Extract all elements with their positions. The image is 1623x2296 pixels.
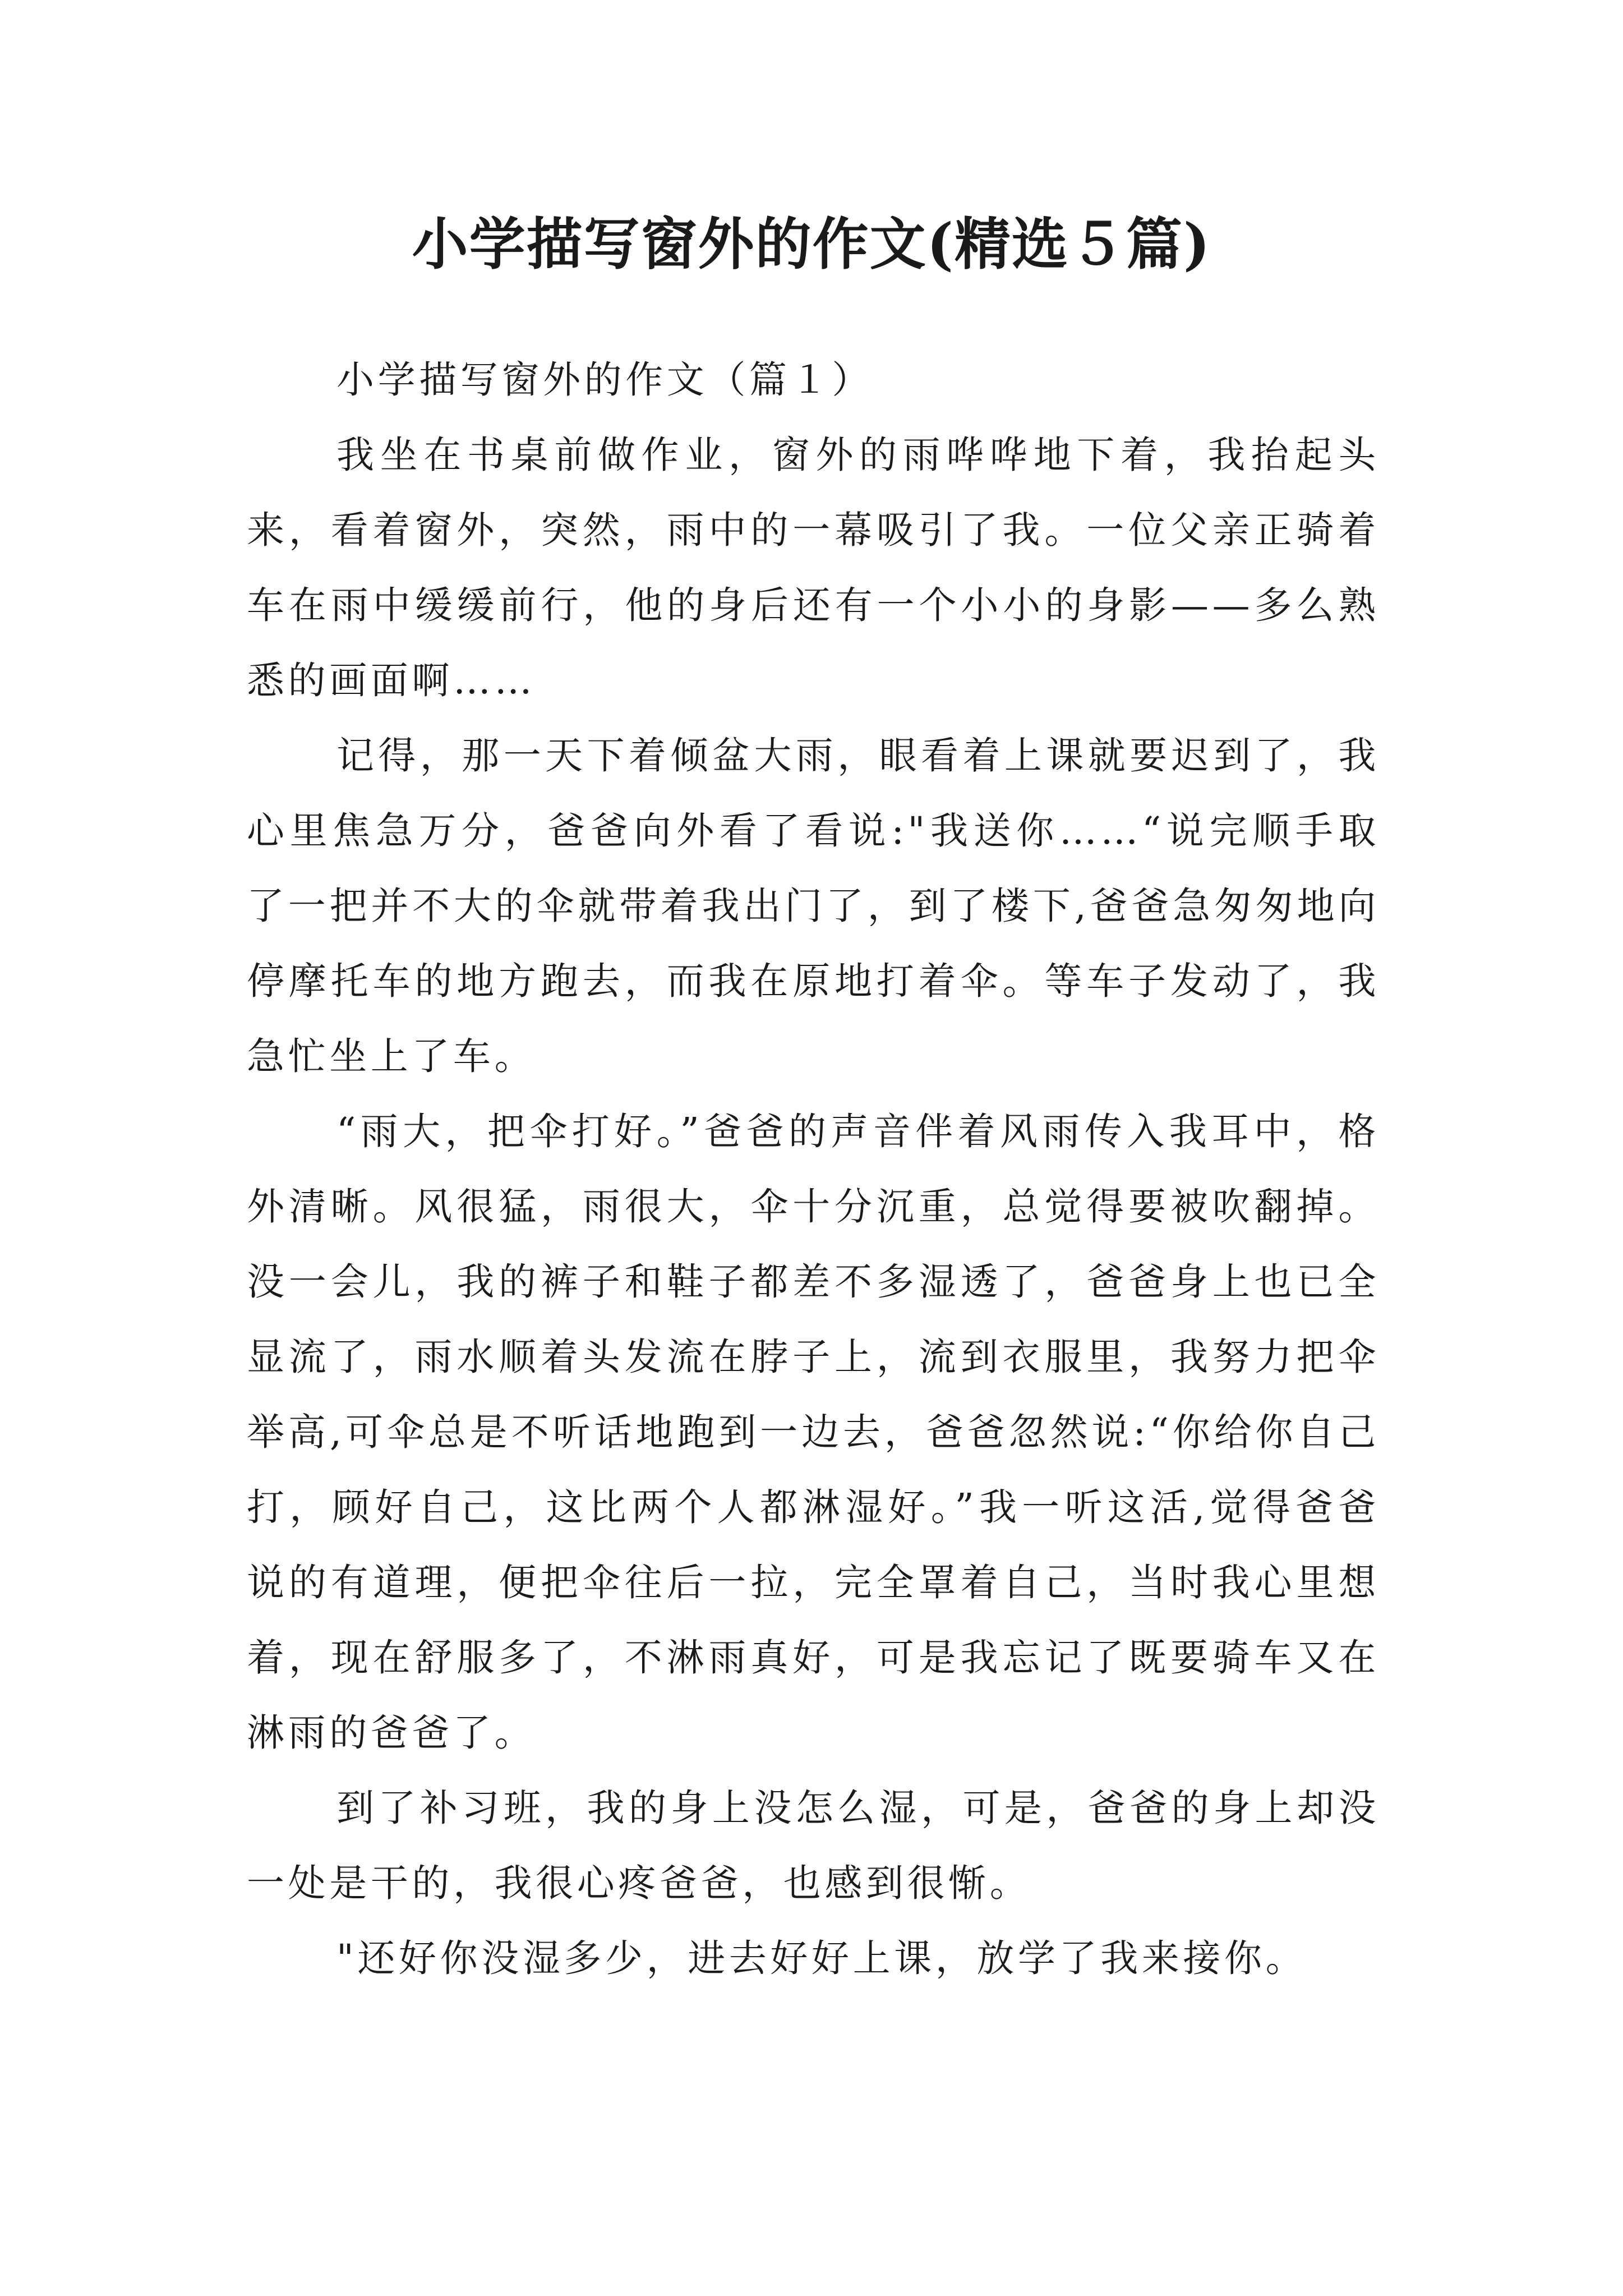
paragraph: "还好你没湿多少，进去好好上课，放学了我来接你。 xyxy=(336,1936,1307,1980)
document-title: 小学描写窗外的作文(精选５篇) xyxy=(412,211,1211,277)
paragraph: 我坐在书桌前做作业，窗外的雨哗哗地下着，我抬起头来，看着窗外，突然，雨中的一幕吸引了我。一位父亲正骑着车在雨中缓缓前行，他的身后还有一个小小的身影——多么熟悉的画面啊…… xyxy=(247,433,1380,702)
section-heading: 小学描写窗外的作文（篇１） xyxy=(336,358,873,402)
document-body xyxy=(247,342,1380,1996)
paragraph: 记得，那一天下着倾盆大雨，眼看着上课就要迟到了，我心里焦急万分，爸爸向外看了看说:"我送你……“说完顺手取了一把并不大的伞就带着我出门了，到了楼下,爸爸急匆匆地向停摩托车的地方跑去，而我在原地打着伞。等车子发动了，我急忙坐上了车。 xyxy=(247,734,1380,1078)
paragraph: “雨大，把伞打好。”爸爸的声音伴着风雨传入我耳中，格外清晰。风很猛，雨很大，伞十分沉重，总觉得要被吹翻掉。没一会儿，我的裤子和鞋子都差不多湿透了，爸爸身上也已全显流了，雨水顺着头发流在脖子上，流到衣服里，我努力把伞举高,可伞总是不听话地跑到一边去，爸爸忽然说:“你给你自己打，顾好自己，这比两个人都淋湿好。”我一听这活,觉得爸爸说的有道理，便把伞往后一拉，完全罩着自己，当时我心里想着，现在舒服多了，不淋雨真好，可是我忘记了既要骑车又在淋雨的爸爸了。 xyxy=(247,1110,1380,1755)
paragraph: 到了补习班，我的身上没怎么湿，可是，爸爸的身上却没一处是干的，我很心疼爸爸，也感到很惭。 xyxy=(247,1786,1380,1905)
